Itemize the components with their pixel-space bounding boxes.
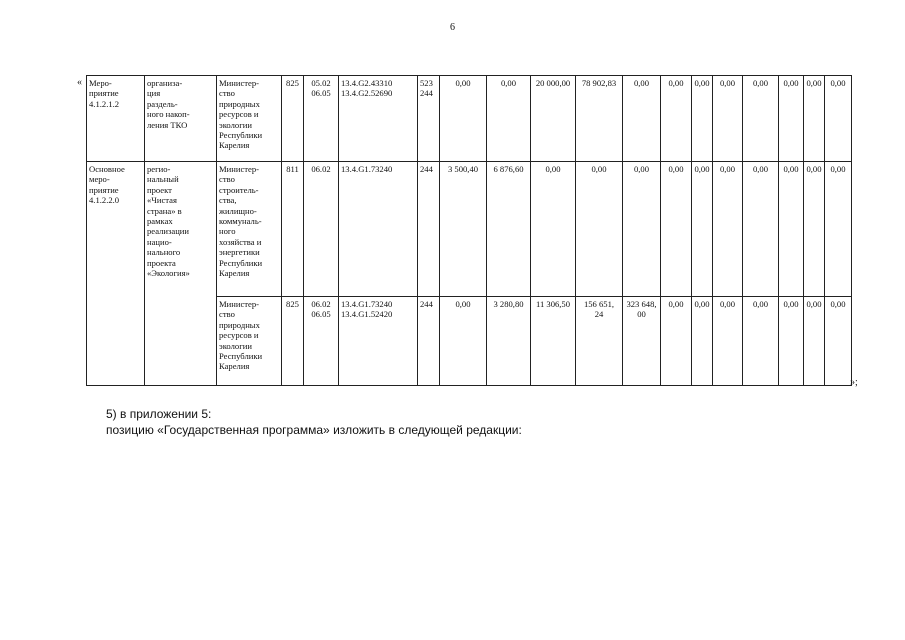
amount-cell: 11 306,50 [531, 297, 576, 386]
amount-cell: 0,00 [713, 76, 743, 162]
amount-cell: 0,00 [743, 76, 779, 162]
expense-type-cell: 244 [418, 162, 440, 297]
target-article-cell: 13.4.G2.43310 13.4.G2.52690 [339, 76, 418, 162]
amount-cell: 323 648, 00 [623, 297, 661, 386]
event-code-cell: Основное меро- приятие 4.1.2.2.0 [87, 162, 145, 386]
amount-cell: 0,00 [661, 162, 692, 297]
amount-cell: 0,00 [661, 297, 692, 386]
amount-cell: 0,00 [804, 162, 825, 297]
amount-cell: 3 500,40 [440, 162, 487, 297]
amount-cell: 0,00 [692, 76, 713, 162]
amount-cell: 0,00 [623, 76, 661, 162]
amount-cell: 3 280,80 [487, 297, 531, 386]
amount-cell: 0,00 [743, 162, 779, 297]
amount-cell: 0,00 [623, 162, 661, 297]
expense-type-cell: 523 244 [418, 76, 440, 162]
opening-quote: « [77, 77, 82, 88]
budget-table [86, 75, 852, 386]
table-row [87, 76, 852, 162]
amendment-item: 5) в приложении 5: [106, 407, 212, 421]
target-article-cell: 13.4.G1.73240 [339, 162, 418, 297]
event-name-cell: регио- нальный проект «Чистая страна» в рамках реализации нацио- нального проекта «Экология» [145, 162, 217, 386]
amount-cell: 6 876,60 [487, 162, 531, 297]
expense-type-cell: 244 [418, 297, 440, 386]
amount-cell: 0,00 [692, 162, 713, 297]
page-number: 6 [450, 22, 455, 33]
amount-cell: 0,00 [779, 162, 804, 297]
amount-cell: 0,00 [713, 297, 743, 386]
event-code-cell: Меро- приятие 4.1.2.1.2 [87, 76, 145, 162]
grbs-code-cell: 825 [282, 76, 304, 162]
executor-cell: Министер- ство природных ресурсов и экологии Республики Карелия [217, 297, 282, 386]
amount-cell: 0,00 [440, 297, 487, 386]
section-code-cell: 05.02 06.05 [304, 76, 339, 162]
amount-cell: 0,00 [487, 76, 531, 162]
amount-cell: 0,00 [804, 297, 825, 386]
amount-cell: 156 651, 24 [576, 297, 623, 386]
amount-cell: 0,00 [825, 297, 852, 386]
section-code-cell: 06.02 06.05 [304, 297, 339, 386]
amendment-instruction: позицию «Государственная программа» изложить в следующей редакции: [106, 423, 522, 437]
closing-quote: »; [850, 377, 858, 388]
amount-cell: 0,00 [661, 76, 692, 162]
grbs-code-cell: 811 [282, 162, 304, 297]
target-article-cell: 13.4.G1.73240 13.4.G1.52420 [339, 297, 418, 386]
amount-cell: 0,00 [825, 76, 852, 162]
grbs-code-cell: 825 [282, 297, 304, 386]
executor-cell: Министер- ство природных ресурсов и экологии Республики Карелия [217, 76, 282, 162]
amount-cell: 0,00 [825, 162, 852, 297]
amount-cell: 0,00 [743, 297, 779, 386]
amount-cell: 0,00 [713, 162, 743, 297]
amount-cell: 20 000,00 [531, 76, 576, 162]
event-name-cell: организа- ция раздель- ного накоп- ления ТКО [145, 76, 217, 162]
amount-cell: 0,00 [779, 76, 804, 162]
amount-cell: 0,00 [440, 76, 487, 162]
executor-cell: Министер- ство строитель- ства, жилищно- коммуналь- ного хозяйства и энергетики Республики Карелия [217, 162, 282, 297]
amount-cell: 0,00 [692, 297, 713, 386]
amount-cell: 0,00 [531, 162, 576, 297]
amount-cell: 0,00 [576, 162, 623, 297]
section-code-cell: 06.02 [304, 162, 339, 297]
amount-cell: 78 902,83 [576, 76, 623, 162]
table-row [87, 162, 852, 297]
amount-cell: 0,00 [804, 76, 825, 162]
amount-cell: 0,00 [779, 297, 804, 386]
